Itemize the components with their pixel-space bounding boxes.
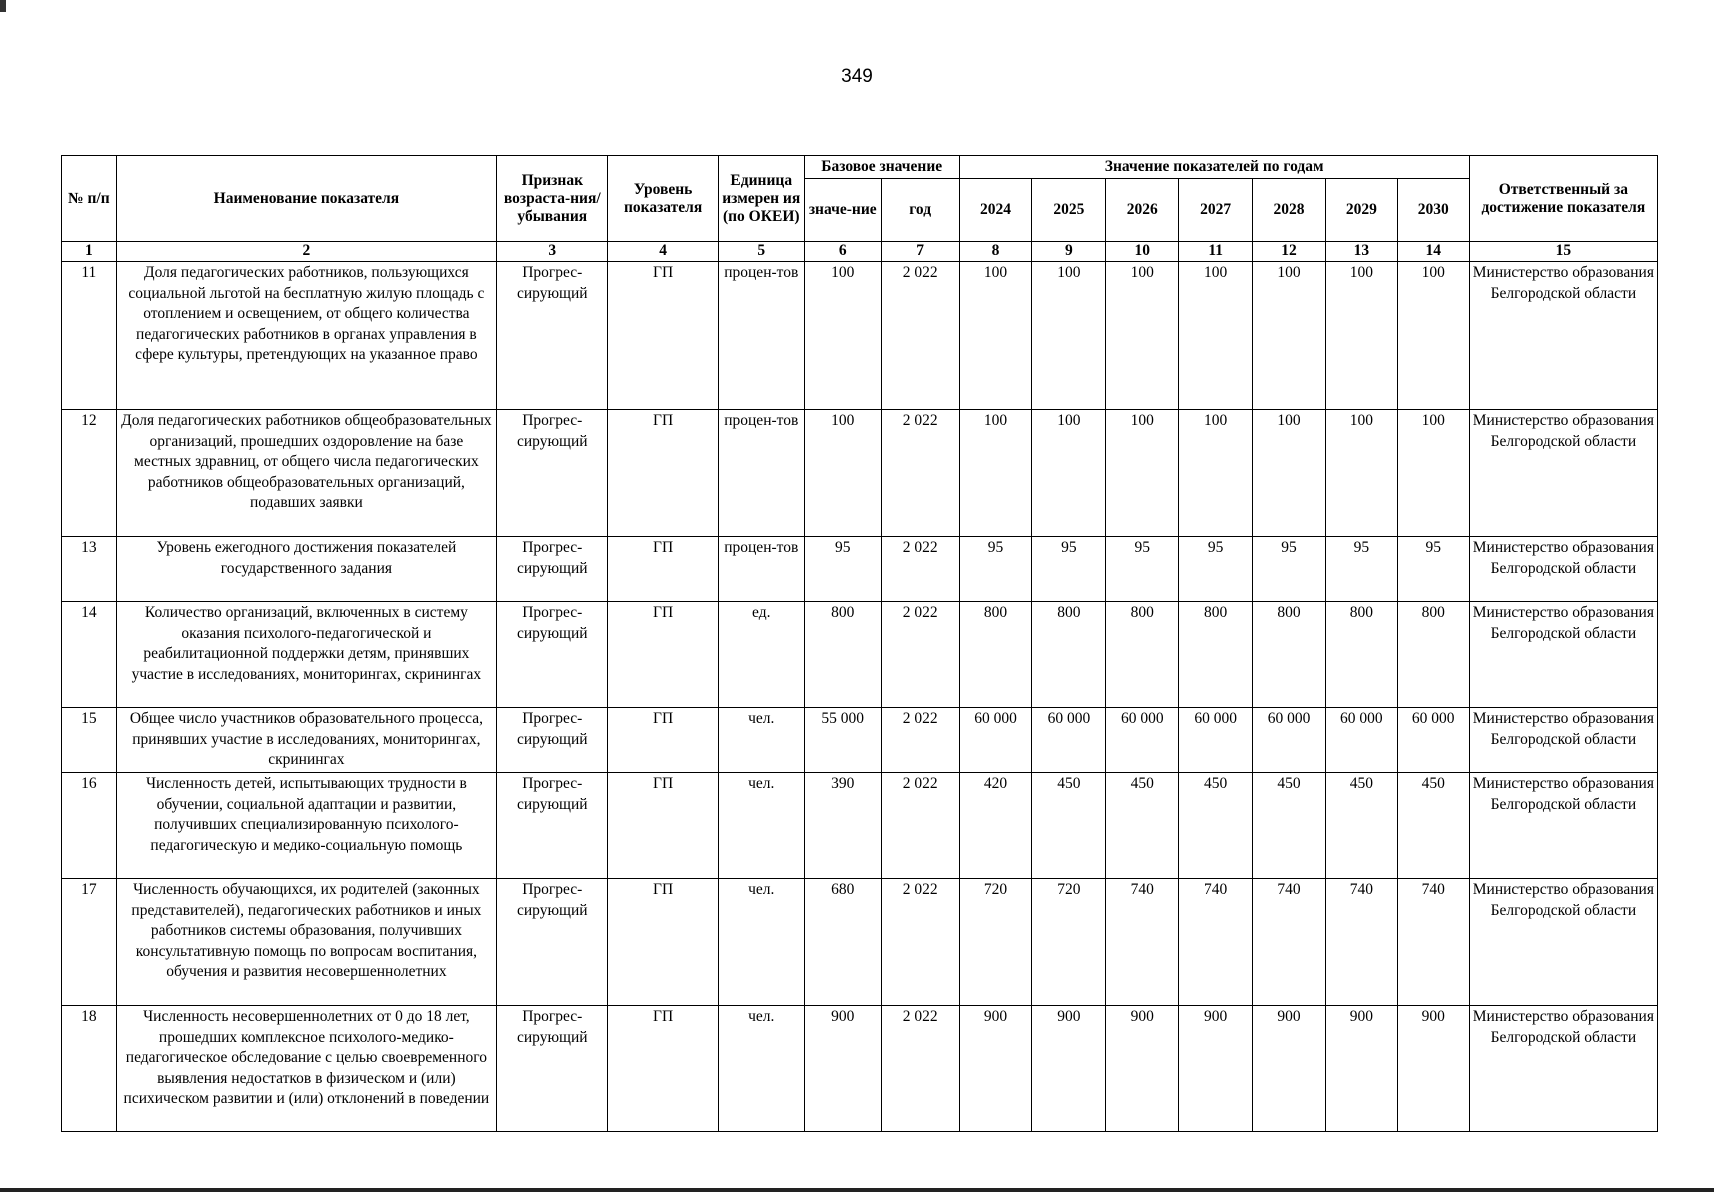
base-year: 2 022 — [881, 879, 959, 1006]
indicator-name: Общее число участников образовательного процесса, принявших участие в исследованиях, мониторингах, скринингах — [116, 708, 497, 773]
table-row — [62, 879, 1658, 1006]
indicator-name: Количество организаций, включенных в систему оказания психолого-педагогической и реабилитационной поддержки детям, принявших участие в исследованиях, мониторингах, скринингах — [116, 602, 497, 708]
header-responsible: Ответственный за достижение показателя — [1469, 156, 1657, 242]
value-2024: 95 — [959, 537, 1032, 602]
base-value: 680 — [804, 879, 881, 1006]
value-2028: 100 — [1253, 262, 1326, 410]
indicator-unit: чел. — [718, 879, 804, 1006]
column-number: 12 — [1253, 242, 1326, 262]
value-2026: 95 — [1106, 537, 1179, 602]
value-2030: 900 — [1397, 1006, 1469, 1132]
indicators-table — [61, 155, 1658, 1132]
responsible: Министерство образования Белгородской области — [1469, 879, 1657, 1006]
base-year: 2 022 — [881, 602, 959, 708]
responsible: Министерство образования Белгородской области — [1469, 410, 1657, 537]
value-2029: 450 — [1325, 773, 1397, 879]
value-2026: 100 — [1106, 262, 1179, 410]
base-value: 100 — [804, 262, 881, 410]
value-2026: 740 — [1106, 879, 1179, 1006]
header-years-group: Значение показателей по годам — [959, 156, 1469, 179]
value-2028: 100 — [1253, 410, 1326, 537]
value-2029: 900 — [1325, 1006, 1397, 1132]
indicator-unit: процен-тов — [718, 262, 804, 410]
value-2027: 900 — [1179, 1006, 1253, 1132]
value-2028: 60 000 — [1253, 708, 1326, 773]
value-2029: 100 — [1325, 410, 1397, 537]
indicator-sign: Прогрес-сирующий — [497, 708, 608, 773]
indicators-table-container — [61, 155, 1658, 1132]
responsible: Министерство образования Белгородской области — [1469, 1006, 1657, 1132]
indicator-sign: Прогрес-сирующий — [497, 262, 608, 410]
value-2025: 95 — [1032, 537, 1106, 602]
row-num: 17 — [62, 879, 117, 1006]
indicator-unit: чел. — [718, 773, 804, 879]
header-year-2024: 2024 — [959, 179, 1032, 242]
value-2025: 800 — [1032, 602, 1106, 708]
value-2025: 720 — [1032, 879, 1106, 1006]
header-base-value: значе-ние — [804, 179, 881, 242]
base-value: 55 000 — [804, 708, 881, 773]
value-2030: 60 000 — [1397, 708, 1469, 773]
table-row — [62, 1006, 1658, 1132]
header-base-year: год — [881, 179, 959, 242]
value-2025: 60 000 — [1032, 708, 1106, 773]
indicator-unit: чел. — [718, 708, 804, 773]
indicator-unit: ед. — [718, 602, 804, 708]
indicator-name: Численность детей, испытывающих трудности в обучении, социальной адаптации и развитии, получивших специализированную психолого-педагогическую и медико-социальную помощь — [116, 773, 497, 879]
header-sign: Признак возраста-ния/ убывания — [497, 156, 608, 242]
value-2024: 60 000 — [959, 708, 1032, 773]
indicator-sign: Прогрес-сирующий — [497, 879, 608, 1006]
base-year: 2 022 — [881, 708, 959, 773]
indicator-name: Численность несовершеннолетних от 0 до 18 лет, прошедших комплексное психолого-медико-педагогическое обследование с целью своевременного выявления недостатков в физическом и (или) психическом развитии и (или) отклонений в поведении — [116, 1006, 497, 1132]
row-num: 16 — [62, 773, 117, 879]
value-2026: 60 000 — [1106, 708, 1179, 773]
header-year-2030: 2030 — [1397, 179, 1469, 242]
value-2029: 95 — [1325, 537, 1397, 602]
value-2024: 420 — [959, 773, 1032, 879]
indicator-level: ГП — [608, 262, 718, 410]
column-number: 10 — [1106, 242, 1179, 262]
header-name: Наименование показателя — [116, 156, 497, 242]
value-2027: 100 — [1179, 262, 1253, 410]
indicator-name: Уровень ежегодного достижения показателей государственного задания — [116, 537, 497, 602]
header-year-2026: 2026 — [1106, 179, 1179, 242]
indicator-unit: чел. — [718, 1006, 804, 1132]
indicator-level: ГП — [608, 537, 718, 602]
responsible: Министерство образования Белгородской области — [1469, 537, 1657, 602]
value-2026: 800 — [1106, 602, 1179, 708]
base-year: 2 022 — [881, 262, 959, 410]
value-2030: 100 — [1397, 410, 1469, 537]
value-2025: 900 — [1032, 1006, 1106, 1132]
table-row — [62, 708, 1658, 773]
responsible: Министерство образования Белгородской области — [1469, 708, 1657, 773]
indicator-sign: Прогрес-сирующий — [497, 1006, 608, 1132]
value-2028: 450 — [1253, 773, 1326, 879]
table-row — [62, 262, 1658, 410]
header-base-group: Базовое значение — [804, 156, 959, 179]
value-2025: 100 — [1032, 262, 1106, 410]
value-2030: 740 — [1397, 879, 1469, 1006]
value-2024: 900 — [959, 1006, 1032, 1132]
row-num: 11 — [62, 262, 117, 410]
value-2030: 95 — [1397, 537, 1469, 602]
indicator-name: Доля педагогических работников общеобразовательных организаций, прошедших оздоровление на базе местных здравниц, от общего числа педагогических работников общеобразовательных организаций, подавших заявки — [116, 410, 497, 537]
base-year: 2 022 — [881, 773, 959, 879]
column-number: 1 — [62, 242, 117, 262]
row-num: 12 — [62, 410, 117, 537]
column-number: 5 — [718, 242, 804, 262]
column-number: 4 — [608, 242, 718, 262]
header-year-2025: 2025 — [1032, 179, 1106, 242]
row-num: 14 — [62, 602, 117, 708]
column-number: 11 — [1179, 242, 1253, 262]
header-year-2027: 2027 — [1179, 179, 1253, 242]
base-value: 95 — [804, 537, 881, 602]
row-num: 18 — [62, 1006, 117, 1132]
value-2027: 800 — [1179, 602, 1253, 708]
value-2028: 95 — [1253, 537, 1326, 602]
value-2027: 450 — [1179, 773, 1253, 879]
indicator-unit: процен-тов — [718, 537, 804, 602]
page-number: 349 — [841, 66, 873, 87]
indicator-name: Доля педагогических работников, пользующихся социальной льготой на бесплатную жилую площадь с отоплением и освещением, от общего количества педагогических работников в органах управления в сфере культуры, претендующих на указанное право — [116, 262, 497, 410]
table-row — [62, 773, 1658, 879]
value-2030: 450 — [1397, 773, 1469, 879]
indicator-level: ГП — [608, 1006, 718, 1132]
value-2028: 800 — [1253, 602, 1326, 708]
indicator-unit: процен-тов — [718, 410, 804, 537]
value-2027: 60 000 — [1179, 708, 1253, 773]
indicator-level: ГП — [608, 410, 718, 537]
value-2024: 720 — [959, 879, 1032, 1006]
header-level: Уровень показателя — [608, 156, 718, 242]
indicator-sign: Прогрес-сирующий — [497, 773, 608, 879]
row-num: 13 — [62, 537, 117, 602]
value-2029: 60 000 — [1325, 708, 1397, 773]
responsible: Министерство образования Белгородской области — [1469, 773, 1657, 879]
base-value: 100 — [804, 410, 881, 537]
row-num: 15 — [62, 708, 117, 773]
scan-corner-mark — [0, 0, 6, 12]
column-number: 2 — [116, 242, 497, 262]
indicator-level: ГП — [608, 602, 718, 708]
value-2024: 100 — [959, 262, 1032, 410]
indicator-level: ГП — [608, 879, 718, 1006]
column-number: 3 — [497, 242, 608, 262]
responsible: Министерство образования Белгородской области — [1469, 262, 1657, 410]
column-number: 8 — [959, 242, 1032, 262]
value-2028: 740 — [1253, 879, 1326, 1006]
scan-bottom-edge — [0, 1188, 1714, 1192]
table-row — [62, 410, 1658, 537]
responsible: Министерство образования Белгородской области — [1469, 602, 1657, 708]
column-number: 6 — [804, 242, 881, 262]
value-2026: 100 — [1106, 410, 1179, 537]
value-2029: 100 — [1325, 262, 1397, 410]
value-2024: 800 — [959, 602, 1032, 708]
column-number: 13 — [1325, 242, 1397, 262]
base-year: 2 022 — [881, 410, 959, 537]
base-value: 390 — [804, 773, 881, 879]
table-row — [62, 602, 1658, 708]
column-number: 7 — [881, 242, 959, 262]
value-2030: 100 — [1397, 262, 1469, 410]
value-2028: 900 — [1253, 1006, 1326, 1132]
value-2025: 450 — [1032, 773, 1106, 879]
value-2029: 740 — [1325, 879, 1397, 1006]
indicator-sign: Прогрес-сирующий — [497, 537, 608, 602]
base-value: 800 — [804, 602, 881, 708]
indicator-sign: Прогрес-сирующий — [497, 410, 608, 537]
column-number: 14 — [1397, 242, 1469, 262]
value-2027: 740 — [1179, 879, 1253, 1006]
value-2027: 100 — [1179, 410, 1253, 537]
column-number-row — [62, 242, 1658, 262]
indicator-level: ГП — [608, 708, 718, 773]
indicator-name: Численность обучающихся, их родителей (законных представителей), педагогических работников и иных работников системы образования, получивших консультативную помощь по вопросам воспитания, обучения и развития несовершеннолетних — [116, 879, 497, 1006]
column-number: 15 — [1469, 242, 1657, 262]
value-2026: 450 — [1106, 773, 1179, 879]
value-2027: 95 — [1179, 537, 1253, 602]
indicator-sign: Прогрес-сирующий — [497, 602, 608, 708]
header-unit: Единица измерен ия (по ОКЕИ) — [718, 156, 804, 242]
base-value: 900 — [804, 1006, 881, 1132]
value-2029: 800 — [1325, 602, 1397, 708]
value-2030: 800 — [1397, 602, 1469, 708]
indicator-level: ГП — [608, 773, 718, 879]
header-year-2029: 2029 — [1325, 179, 1397, 242]
base-year: 2 022 — [881, 537, 959, 602]
header-year-2028: 2028 — [1253, 179, 1326, 242]
header-num: № п/п — [62, 156, 117, 242]
value-2025: 100 — [1032, 410, 1106, 537]
value-2026: 900 — [1106, 1006, 1179, 1132]
table-row — [62, 537, 1658, 602]
base-year: 2 022 — [881, 1006, 959, 1132]
value-2024: 100 — [959, 410, 1032, 537]
column-number: 9 — [1032, 242, 1106, 262]
